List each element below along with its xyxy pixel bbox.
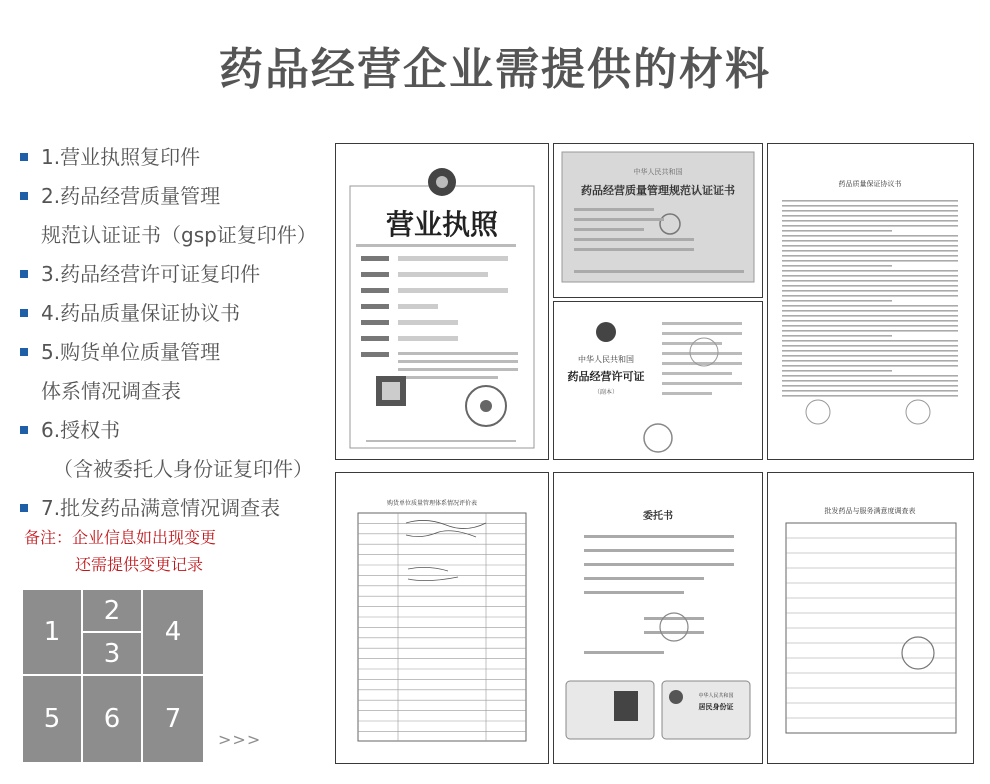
materials-list (20, 138, 340, 528)
layout-index-grid (23, 590, 203, 762)
grid-cell-4: 4 (143, 590, 203, 674)
permit-title: 药品经营许可证 (567, 370, 645, 383)
survey-title: 购货单位质量管理体系情况评价表 (386, 500, 478, 507)
quality-agreement-scan (767, 143, 974, 460)
remark-line-1: 备注：企业信息如出现变更 (24, 528, 217, 547)
id-card-country: 中华人民共和国 (698, 693, 734, 699)
seal-icon (644, 424, 672, 452)
list-item-continuation: 规范认证证书（gsp证复印件） (41, 223, 317, 247)
remark-line-2: 还需提供变更记录 (75, 555, 204, 574)
grid-cell-5: 5 (23, 676, 81, 762)
remark-note (24, 524, 216, 578)
satisfaction-title: 批发药品与服务满意度调查表 (824, 507, 916, 515)
page-title: 药品经营企业需提供的材料 (219, 44, 771, 95)
list-item-continuation: 体系情况调查表 (41, 379, 181, 403)
permit-copy: （副本） (593, 389, 619, 396)
seal-icon (906, 400, 930, 424)
seal-icon (902, 637, 934, 669)
id-card-front (566, 681, 654, 739)
permit-line-1: 中华人民共和国 (578, 355, 634, 364)
list-item: 1.营业执照复印件 (20, 138, 340, 177)
gsp-certificate-scan (553, 143, 763, 298)
business-license-scan (335, 143, 549, 460)
square-bullet-icon (20, 153, 28, 161)
id-card-title: 居民身份证 (698, 703, 734, 711)
satisfaction-survey-scan (767, 472, 974, 764)
square-bullet-icon (20, 504, 28, 512)
authorization-letter-scan (553, 472, 763, 764)
square-bullet-icon (20, 270, 28, 278)
gsp-title: 药品经营质量管理规范认证证书 (581, 184, 735, 197)
square-bullet-icon (20, 348, 28, 356)
agreement-title: 药品质量保证协议书 (838, 180, 902, 188)
list-item: 7.批发药品满意情况调查表 (20, 489, 340, 528)
more-arrows: >>> (218, 730, 262, 749)
drug-permit-scan (553, 301, 763, 460)
grid-cell-6: 6 (83, 676, 141, 762)
grid-cell-7: 7 (143, 676, 203, 762)
list-item: 5.购货单位质量管理 (20, 333, 340, 372)
list-item: 4.药品质量保证协议书 (20, 294, 340, 333)
purchaser-survey-scan (335, 472, 549, 764)
list-item-continuation: （含被委托人身份证复印件） (53, 457, 313, 481)
list-item: 3.药品经营许可证复印件 (20, 255, 340, 294)
square-bullet-icon (20, 309, 28, 317)
national-emblem-icon (669, 690, 683, 704)
gsp-header: 中华人民共和国 (633, 168, 683, 176)
auth-title: 委托书 (643, 511, 673, 522)
square-bullet-icon (20, 192, 28, 200)
grid-cell-3: 3 (83, 633, 141, 674)
license-title: 营业执照 (385, 208, 499, 241)
grid-cell-2: 2 (83, 590, 141, 631)
list-item: 2.药品经营质量管理 (20, 177, 340, 216)
grid-cell-1: 1 (23, 590, 81, 674)
national-emblem-icon (596, 322, 616, 342)
seal-icon (806, 400, 830, 424)
list-item: 6.授权书 (20, 411, 340, 450)
square-bullet-icon (20, 426, 28, 434)
portrait-photo (614, 691, 638, 721)
